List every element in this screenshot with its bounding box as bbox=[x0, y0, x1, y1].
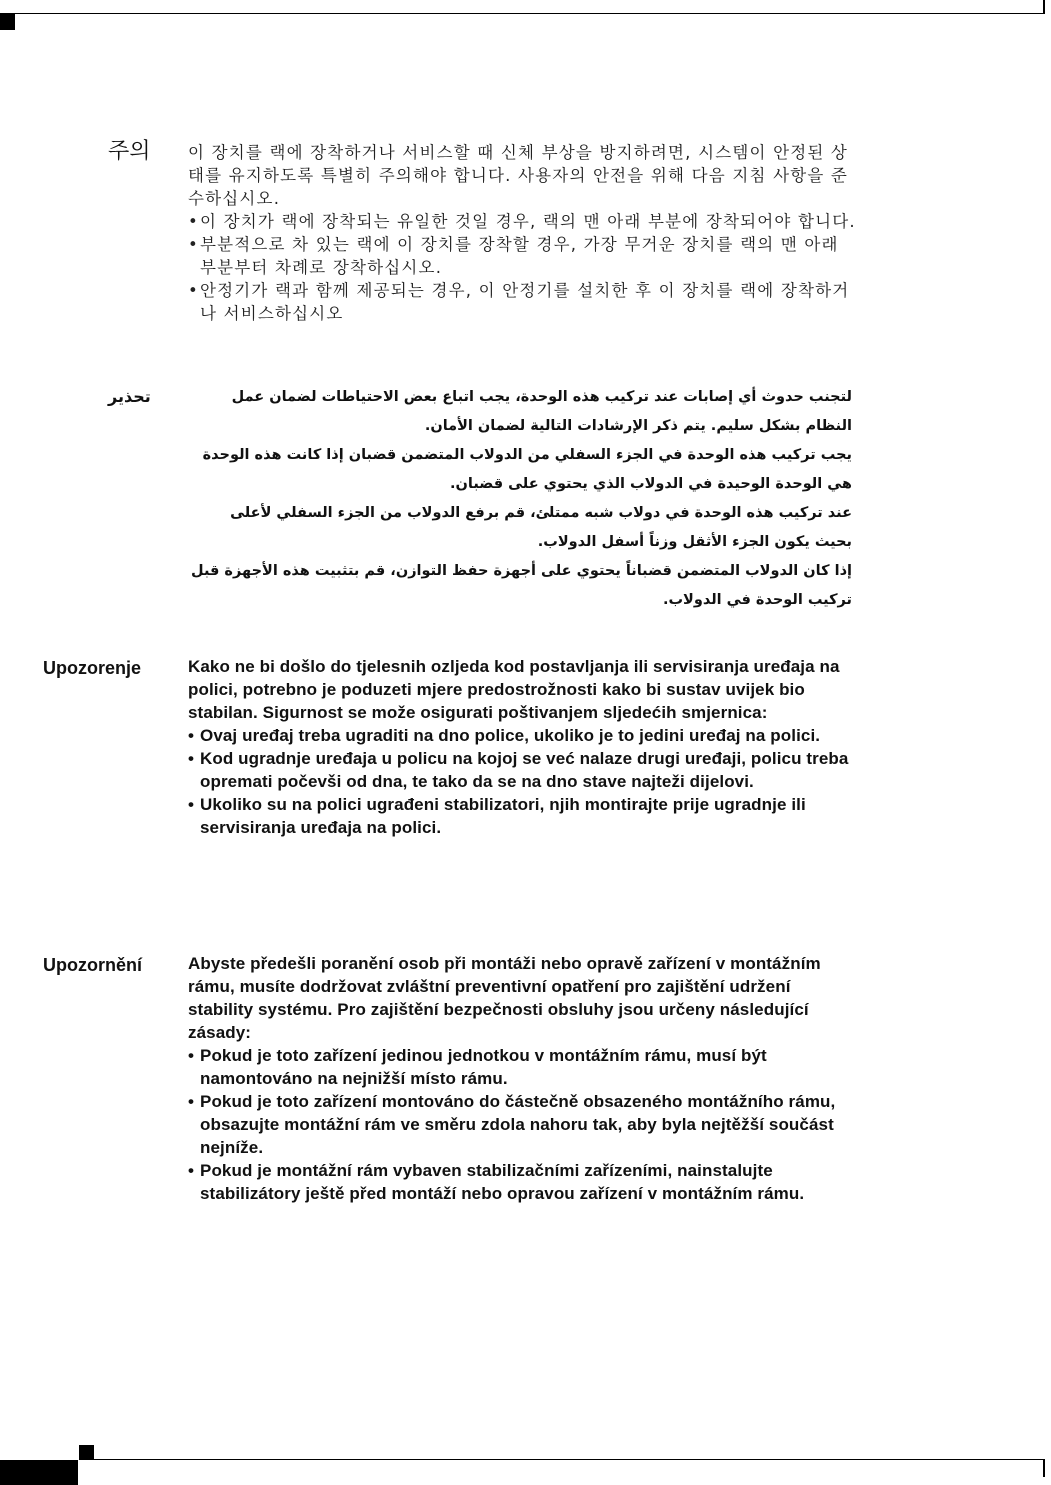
warning-body bbox=[188, 952, 860, 1205]
list-item: • 부분적으로 차 있는 랙에 이 장치를 장착할 경우, 가장 무거운 장치를 랙의 맨 아래 부분부터 차례로 장착하십시오. bbox=[188, 233, 860, 279]
warning-label: 주의 bbox=[108, 139, 151, 164]
top-right-tick bbox=[1043, 0, 1045, 14]
bottom-rule bbox=[79, 1459, 1045, 1460]
top-left-marker bbox=[0, 14, 15, 30]
warning-label: Upozorenje bbox=[43, 658, 142, 678]
list-item: • Pokud je toto zařízení jedinou jednotkou v montážním rámu, musí být namontováno na nejnižší místo rámu. bbox=[188, 1044, 860, 1090]
warning-paragraph: لتجنب حدوث أي إصابات عند تركيب هذه الوحدة، يجب اتباع بعض الاحتياطات لضمان عمل النظام بشكل سليم. يتم ذكر الإرشادات التالية لضمان الأمان. bbox=[231, 389, 852, 434]
warning-label: Upozornění bbox=[43, 955, 142, 975]
list-item: • Pokud je toto zařízení montováno do částečně obsazeného montážního rámu, obsazujte montážní rám ve směru zdola nahoru tak, aby byla nejtěžší součást nejníže. bbox=[188, 1090, 860, 1159]
list-item: • 안정기가 랙과 함께 제공되는 경우, 이 안정기를 설치한 후 이 장치를 랙에 장착하거나 서비스하십시오 bbox=[188, 279, 860, 325]
warning-intro: 이 장치를 랙에 장착하거나 서비스할 때 신체 부상을 방지하려면, 시스템이 안정된 상태를 유지하도록 특별히 주의해야 합니다. 사용자의 안전을 위해 다음 지침 사항을 준수하십시오. bbox=[188, 143, 849, 208]
warning-intro: Abyste předešli poranění osob při montáži nebo opravě zařízení v montážním rámu, musíte dodržovat zvláštní preventivní opatření pro zajištění udržení stability systému. Pro zajištění bezpečnosti obsluhy jsou určeny následující zásady: bbox=[188, 954, 821, 1042]
warning-paragraph: يجب تركيب هذه الوحدة في الجزء السفلي من الدولاب المتضمن قضبان إذا كانت هذه الوحدة هي الوحدة الوحيدة في الدولاب الذي يحتوي على قضبان. bbox=[202, 447, 852, 492]
warning-body bbox=[188, 655, 860, 839]
list-item: • Kod ugradnje uređaja u policu na kojoj se već nalaze drugi uređaji, policu treba opremati počevši od dna, te tako da se na dno stave najteži dijelovi. bbox=[188, 747, 860, 793]
warning-list bbox=[188, 724, 860, 839]
warning-paragraph: عند تركيب هذه الوحدة في دولاب شبه ممتلئ، قم برفع الدولاب من الجزء السفلي لأعلى بحيث يكون الجزء الأثقل وزناً أسفل الدولاب. bbox=[230, 505, 852, 550]
bottom-small-marker bbox=[79, 1445, 94, 1459]
warning-body bbox=[188, 383, 852, 615]
warning-list bbox=[188, 1044, 860, 1205]
warning-list bbox=[188, 210, 860, 325]
list-item: • 이 장치가 랙에 장착되는 유일한 것일 경우, 랙의 맨 아래 부분에 장착되어야 합니다. bbox=[188, 210, 860, 233]
top-rule bbox=[0, 13, 1044, 14]
list-item: • Ovaj uređaj treba ugraditi na dno police, ukoliko je to jedini uređaj na polici. bbox=[188, 724, 860, 747]
warning-body bbox=[188, 141, 860, 325]
bottom-left-tab bbox=[0, 1460, 78, 1485]
warning-intro: Kako ne bi došlo do tjelesnih ozljeda kod postavljanja ili servisiranja uređaja na polici, potrebno je poduzeti mjere predostrožnosti kako bi sustav uvijek bio stabilan. Sigurnost se može osigurati poštivanjem sljedećih smjernica: bbox=[188, 657, 840, 722]
list-item: • Pokud je montážní rám vybaven stabilizačními zařízeními, nainstalujte stabilizátory ještě před montáží nebo opravou zařízení v montážním rámu. bbox=[188, 1159, 860, 1205]
list-item: • Ukoliko su na polici ugrađeni stabilizatori, njih montirajte prije ugradnje ili servisiranja uređaja na polici. bbox=[188, 793, 860, 839]
warning-paragraph: إذا كان الدولاب المتضمن قضباناً يحتوي على أجهزة حفظ التوازن، قم بتثبيت هذه الأجهزة قبل تركيب الوحدة في الدولاب. bbox=[191, 563, 852, 608]
bottom-right-tick bbox=[1043, 1459, 1045, 1477]
warning-label: تحذير bbox=[108, 387, 151, 406]
